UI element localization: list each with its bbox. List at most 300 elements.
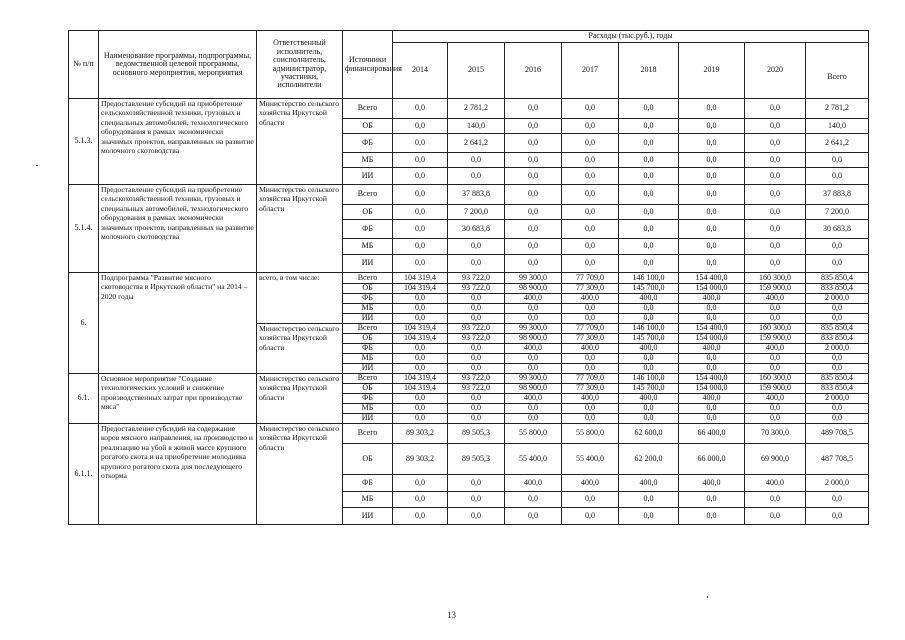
year-value: 0,0	[393, 394, 448, 404]
funding-source: МБ	[343, 153, 393, 168]
total-value: 140,0	[806, 119, 869, 134]
year-value: 0,0	[679, 354, 745, 364]
year-value: 0,0	[562, 508, 619, 525]
header-year: 2020	[745, 43, 806, 99]
table-row	[69, 374, 869, 384]
funding-source: Всего	[343, 185, 393, 205]
year-value: 159 900,0	[745, 334, 806, 344]
year-value: 0,0	[562, 314, 619, 324]
year-value: 0,0	[505, 314, 562, 324]
year-value: 0,0	[745, 134, 806, 153]
year-value: 0,0	[393, 364, 448, 374]
item-name: Предоставление субсидий на приобретение сельскохозяйственной техники, грузовых и специальных автомобилей, технологического оборудования в рамках экономически значимых проектов, направленных на развитие молочного скотоводства	[99, 185, 257, 273]
year-value: 0,0	[745, 364, 806, 374]
header-expenses: Расходы (тыс.руб.), годы	[393, 31, 869, 43]
year-value: 0,0	[745, 255, 806, 273]
year-value: 0,0	[619, 508, 679, 525]
year-value: 0,0	[505, 205, 562, 220]
funding-source: ОБ	[343, 384, 393, 394]
year-value: 0,0	[679, 508, 745, 525]
scan-speck	[707, 596, 708, 598]
year-value: 0,0	[745, 99, 806, 119]
year-value: 66 000,0	[679, 444, 745, 475]
year-value: 0,0	[393, 220, 448, 239]
funding-source: ФБ	[343, 134, 393, 153]
item-name: Основное мероприятие "Создание технологических условий и снижение производственных затрат при производстве мяса"	[99, 374, 257, 424]
year-value: 0,0	[562, 134, 619, 153]
year-value: 154 000,0	[679, 384, 745, 394]
funding-source: МБ	[343, 239, 393, 255]
year-value: 0,0	[448, 168, 505, 185]
year-value: 30 683,8	[448, 220, 505, 239]
year-value: 0,0	[505, 153, 562, 168]
year-value: 154 000,0	[679, 284, 745, 294]
header-name: Наименование программы, подпрограммы, ведомственной целевой программы, основного мероприятия, мероприятия	[99, 31, 257, 99]
total-value: 0,0	[806, 508, 869, 525]
total-value: 0,0	[806, 364, 869, 374]
year-value: 0,0	[619, 119, 679, 134]
year-value: 0,0	[619, 492, 679, 508]
year-value: 400,0	[505, 294, 562, 304]
year-value: 0,0	[562, 404, 619, 414]
year-value: 89 505,3	[448, 444, 505, 475]
year-value: 0,0	[619, 404, 679, 414]
responsible-executor: Министерство сельского хозяйства Иркутской области	[257, 324, 343, 374]
year-value: 0,0	[448, 508, 505, 525]
total-value: 835 850,4	[806, 324, 869, 334]
year-value: 0,0	[679, 168, 745, 185]
year-value: 400,0	[679, 294, 745, 304]
total-value: 2 000,0	[806, 344, 869, 354]
year-value: 55 400,0	[505, 444, 562, 475]
year-value: 0,0	[448, 394, 505, 404]
responsible-executor: Министерство сельского хозяйства Иркутской области	[257, 424, 343, 525]
year-value: 0,0	[562, 255, 619, 273]
year-value: 0,0	[679, 239, 745, 255]
year-value: 0,0	[562, 185, 619, 205]
total-value: 0,0	[806, 404, 869, 414]
funding-source: ОБ	[343, 119, 393, 134]
year-value: 99 300,0	[505, 324, 562, 334]
funding-source: ФБ	[343, 394, 393, 404]
year-value: 0,0	[505, 492, 562, 508]
funding-source: МБ	[343, 354, 393, 364]
year-value: 0,0	[562, 492, 619, 508]
year-value: 62 200,0	[619, 444, 679, 475]
year-value: 0,0	[679, 492, 745, 508]
year-value: 7 200,0	[448, 205, 505, 220]
header-year: 2019	[679, 43, 745, 99]
year-value: 0,0	[505, 239, 562, 255]
year-value: 0,0	[679, 364, 745, 374]
header-num: № п/п	[69, 31, 99, 99]
responsible-executor: Министерство сельского хозяйства Иркутской области	[257, 185, 343, 273]
scan-speck	[36, 165, 38, 166]
year-value: 0,0	[619, 153, 679, 168]
year-value: 0,0	[745, 314, 806, 324]
funding-source: ФБ	[343, 294, 393, 304]
year-value: 146 100,0	[619, 324, 679, 334]
year-value: 0,0	[562, 364, 619, 374]
total-value: 0,0	[806, 354, 869, 364]
year-value: 70 300,0	[745, 424, 806, 444]
year-value: 0,0	[745, 414, 806, 424]
year-value: 0,0	[745, 508, 806, 525]
year-value: 0,0	[448, 492, 505, 508]
year-value: 104 319,4	[393, 284, 448, 294]
funding-source: ОБ	[343, 444, 393, 475]
header-year: 2017	[562, 43, 619, 99]
total-value: 37 883,8	[806, 185, 869, 205]
year-value: 0,0	[393, 354, 448, 364]
budget-table	[68, 30, 869, 525]
year-value: 160 300,0	[745, 374, 806, 384]
row-number: 6.1.	[69, 374, 99, 424]
year-value: 0,0	[619, 220, 679, 239]
year-value: 0,0	[745, 119, 806, 134]
year-value: 400,0	[619, 294, 679, 304]
year-value: 77 309,0	[562, 384, 619, 394]
year-value: 0,0	[505, 354, 562, 364]
year-value: 0,0	[679, 414, 745, 424]
year-value: 0,0	[393, 119, 448, 134]
year-value: 145 700,0	[619, 384, 679, 394]
year-value: 0,0	[679, 205, 745, 220]
year-value: 0,0	[448, 153, 505, 168]
funding-source: ОБ	[343, 334, 393, 344]
item-name: Подпрограмма "Развитие мясного скотоводства в Иркутской области" на 2014 – 2020 годы	[99, 273, 257, 374]
year-value: 77 709,0	[562, 324, 619, 334]
funding-source: ИИ	[343, 255, 393, 273]
year-value: 0,0	[679, 119, 745, 134]
year-value: 0,0	[505, 168, 562, 185]
year-value: 0,0	[393, 414, 448, 424]
total-value: 0,0	[806, 304, 869, 314]
year-value: 0,0	[745, 404, 806, 414]
header-year: 2018	[619, 43, 679, 99]
year-value: 77 709,0	[562, 374, 619, 384]
total-value: 833 850,4	[806, 334, 869, 344]
year-value: 0,0	[562, 153, 619, 168]
total-value: 2 000,0	[806, 475, 869, 492]
year-value: 0,0	[393, 304, 448, 314]
table-row	[69, 185, 869, 205]
total-value: 7 200,0	[806, 205, 869, 220]
year-value: 0,0	[393, 255, 448, 273]
year-value: 0,0	[505, 508, 562, 525]
header-year: 2015	[448, 43, 505, 99]
year-value: 0,0	[448, 304, 505, 314]
year-value: 400,0	[562, 294, 619, 304]
year-value: 77 709,0	[562, 273, 619, 284]
year-value: 160 300,0	[745, 324, 806, 334]
year-value: 154 400,0	[679, 273, 745, 284]
year-value: 0,0	[393, 168, 448, 185]
year-value: 0,0	[679, 153, 745, 168]
year-value: 0,0	[679, 404, 745, 414]
item-name: Предоставление субсидий на содержание коров мясного направления, на производство и реализацию на убой в живой массе крупного рогатого скота и на приобретение молодняка крупного рогатого скота для последующего откорма	[99, 424, 257, 525]
year-value: 0,0	[393, 99, 448, 119]
funding-source: ИИ	[343, 168, 393, 185]
header-year: 2014	[393, 43, 448, 99]
year-value: 99 300,0	[505, 374, 562, 384]
year-value: 0,0	[505, 255, 562, 273]
year-value: 0,0	[679, 220, 745, 239]
year-value: 93 722,0	[448, 334, 505, 344]
year-value: 0,0	[393, 239, 448, 255]
year-value: 104 319,4	[393, 324, 448, 334]
table-row	[69, 99, 869, 119]
year-value: 0,0	[745, 153, 806, 168]
year-value: 37 883,8	[448, 185, 505, 205]
year-value: 0,0	[448, 344, 505, 354]
year-value: 98 900,0	[505, 384, 562, 394]
funding-source: ИИ	[343, 414, 393, 424]
year-value: 154 400,0	[679, 374, 745, 384]
year-value: 0,0	[505, 119, 562, 134]
total-value: 835 850,4	[806, 273, 869, 284]
year-value: 0,0	[448, 314, 505, 324]
funding-source: Всего	[343, 374, 393, 384]
year-value: 0,0	[505, 220, 562, 239]
year-value: 0,0	[679, 99, 745, 119]
year-value: 400,0	[562, 475, 619, 492]
year-value: 0,0	[562, 354, 619, 364]
year-value: 0,0	[393, 475, 448, 492]
year-value: 400,0	[679, 394, 745, 404]
year-value: 400,0	[562, 394, 619, 404]
total-value: 0,0	[806, 168, 869, 185]
year-value: 0,0	[393, 508, 448, 525]
total-value: 835 850,4	[806, 374, 869, 384]
year-value: 400,0	[745, 294, 806, 304]
year-value: 0,0	[745, 220, 806, 239]
funding-source: Всего	[343, 324, 393, 334]
year-value: 145 700,0	[619, 284, 679, 294]
year-value: 160 300,0	[745, 273, 806, 284]
year-value: 89 505,3	[448, 424, 505, 444]
year-value: 0,0	[745, 185, 806, 205]
year-value: 400,0	[679, 344, 745, 354]
funding-source: ФБ	[343, 220, 393, 239]
year-value: 0,0	[619, 414, 679, 424]
year-value: 400,0	[745, 394, 806, 404]
year-value: 0,0	[505, 404, 562, 414]
total-value: 0,0	[806, 314, 869, 324]
funding-source: МБ	[343, 304, 393, 314]
funding-source: ОБ	[343, 284, 393, 294]
header-total: Всего	[806, 43, 869, 99]
year-value: 0,0	[448, 475, 505, 492]
year-value: 0,0	[562, 205, 619, 220]
year-value: 0,0	[448, 239, 505, 255]
year-value: 145 700,0	[619, 334, 679, 344]
year-value: 0,0	[562, 168, 619, 185]
year-value: 0,0	[619, 99, 679, 119]
year-value: 2 781,2	[448, 99, 505, 119]
header-year: 2016	[505, 43, 562, 99]
funding-source: ФБ	[343, 475, 393, 492]
year-value: 0,0	[562, 304, 619, 314]
year-value: 93 722,0	[448, 324, 505, 334]
year-value: 154 000,0	[679, 334, 745, 344]
year-value: 0,0	[619, 185, 679, 205]
year-value: 154 400,0	[679, 324, 745, 334]
responsible-executor: Министерство сельского хозяйства Иркутской области	[257, 374, 343, 424]
year-value: 0,0	[448, 364, 505, 374]
year-value: 0,0	[448, 414, 505, 424]
year-value: 93 722,0	[448, 273, 505, 284]
year-value: 98 900,0	[505, 334, 562, 344]
year-value: 0,0	[562, 239, 619, 255]
total-value: 487 708,5	[806, 444, 869, 475]
total-value: 2 000,0	[806, 394, 869, 404]
year-value: 98 900,0	[505, 284, 562, 294]
year-value: 0,0	[619, 205, 679, 220]
total-value: 0,0	[806, 239, 869, 255]
funding-source: ИИ	[343, 364, 393, 374]
total-value: 2 781,2	[806, 99, 869, 119]
year-value: 77 309,0	[562, 284, 619, 294]
year-value: 0,0	[619, 364, 679, 374]
total-value: 833 850,4	[806, 284, 869, 294]
year-value: 400,0	[745, 475, 806, 492]
year-value: 0,0	[448, 404, 505, 414]
year-value: 0,0	[619, 354, 679, 364]
year-value: 0,0	[448, 354, 505, 364]
funding-source: ФБ	[343, 344, 393, 354]
year-value: 400,0	[505, 394, 562, 404]
year-value: 0,0	[393, 185, 448, 205]
year-value: 0,0	[393, 205, 448, 220]
item-name: Предоставление субсидий на приобретение сельскохозяйственной техники, грузовых и специальных автомобилей, технологического оборудования в рамках экономически значимых проектов, направленных на развитие молочного скотоводства	[99, 99, 257, 185]
year-value: 0,0	[393, 492, 448, 508]
year-value: 0,0	[745, 492, 806, 508]
funding-source: Всего	[343, 424, 393, 444]
total-value: 489 708,5	[806, 424, 869, 444]
year-value: 0,0	[562, 119, 619, 134]
year-value: 69 900,0	[745, 444, 806, 475]
year-value: 0,0	[393, 404, 448, 414]
year-value: 55 400,0	[562, 444, 619, 475]
year-value: 400,0	[619, 475, 679, 492]
year-value: 400,0	[505, 344, 562, 354]
year-value: 0,0	[393, 344, 448, 354]
year-value: 0,0	[448, 255, 505, 273]
row-number: 5.1.3.	[69, 99, 99, 185]
table-row	[69, 273, 869, 284]
funding-source: ИИ	[343, 314, 393, 324]
total-value: 2 000,0	[806, 294, 869, 304]
year-value: 0,0	[679, 255, 745, 273]
header-source: Источники финансирования	[343, 31, 393, 99]
total-value: 30 683,8	[806, 220, 869, 239]
row-number: 6.1.1.	[69, 424, 99, 525]
year-value: 104 319,4	[393, 384, 448, 394]
year-value: 159 900,0	[745, 384, 806, 394]
total-value: 833 850,4	[806, 384, 869, 394]
year-value: 0,0	[745, 239, 806, 255]
year-value: 146 100,0	[619, 374, 679, 384]
header-responsible: Ответственный исполнитель, соисполнитель, администратор, участники, исполнители	[257, 31, 343, 99]
year-value: 0,0	[393, 134, 448, 153]
year-value: 0,0	[562, 414, 619, 424]
year-value: 146 100,0	[619, 273, 679, 284]
year-value: 0,0	[505, 304, 562, 314]
year-value: 104 319,4	[393, 273, 448, 284]
year-value: 93 722,0	[448, 374, 505, 384]
year-value: 0,0	[619, 168, 679, 185]
total-value: 0,0	[806, 153, 869, 168]
year-value: 159 900,0	[745, 284, 806, 294]
year-value: 93 722,0	[448, 384, 505, 394]
year-value: 0,0	[745, 304, 806, 314]
year-value: 0,0	[505, 364, 562, 374]
total-value: 0,0	[806, 492, 869, 508]
year-value: 0,0	[679, 304, 745, 314]
year-value: 0,0	[745, 354, 806, 364]
year-value: 0,0	[619, 314, 679, 324]
year-value: 0,0	[562, 99, 619, 119]
year-value: 400,0	[745, 344, 806, 354]
total-value: 2 641,2	[806, 134, 869, 153]
responsible-executor: Министерство сельского хозяйства Иркутской области	[257, 99, 343, 185]
year-value: 77 309,0	[562, 334, 619, 344]
year-value: 104 319,4	[393, 374, 448, 384]
responsible-executor: всего, в том числе:	[257, 273, 343, 324]
table-row	[69, 424, 869, 444]
year-value: 66 400,0	[679, 424, 745, 444]
page-number: 13	[447, 610, 456, 620]
year-value: 55 800,0	[505, 424, 562, 444]
funding-source: МБ	[343, 404, 393, 414]
year-value: 0,0	[505, 134, 562, 153]
year-value: 62 600,0	[619, 424, 679, 444]
funding-source: Всего	[343, 273, 393, 284]
funding-source: ИИ	[343, 508, 393, 525]
row-number: 5.1.4.	[69, 185, 99, 273]
year-value: 0,0	[745, 168, 806, 185]
total-value: 0,0	[806, 255, 869, 273]
year-value: 0,0	[505, 414, 562, 424]
year-value: 0,0	[393, 153, 448, 168]
year-value: 400,0	[505, 475, 562, 492]
year-value: 89 303,2	[393, 444, 448, 475]
year-value: 0,0	[505, 99, 562, 119]
year-value: 0,0	[562, 220, 619, 239]
funding-source: МБ	[343, 492, 393, 508]
year-value: 89 303,2	[393, 424, 448, 444]
year-value: 93 722,0	[448, 284, 505, 294]
year-value: 0,0	[619, 255, 679, 273]
funding-source: ОБ	[343, 205, 393, 220]
row-number: 6.	[69, 273, 99, 374]
year-value: 400,0	[619, 394, 679, 404]
year-value: 0,0	[448, 294, 505, 304]
year-value: 0,0	[393, 314, 448, 324]
year-value: 0,0	[679, 185, 745, 205]
year-value: 0,0	[679, 314, 745, 324]
year-value: 0,0	[679, 134, 745, 153]
year-value: 400,0	[562, 344, 619, 354]
year-value: 104 319,4	[393, 334, 448, 344]
year-value: 99 300,0	[505, 273, 562, 284]
year-value: 0,0	[745, 205, 806, 220]
year-value: 400,0	[619, 344, 679, 354]
year-value: 0,0	[619, 304, 679, 314]
year-value: 0,0	[619, 134, 679, 153]
year-value: 0,0	[393, 294, 448, 304]
